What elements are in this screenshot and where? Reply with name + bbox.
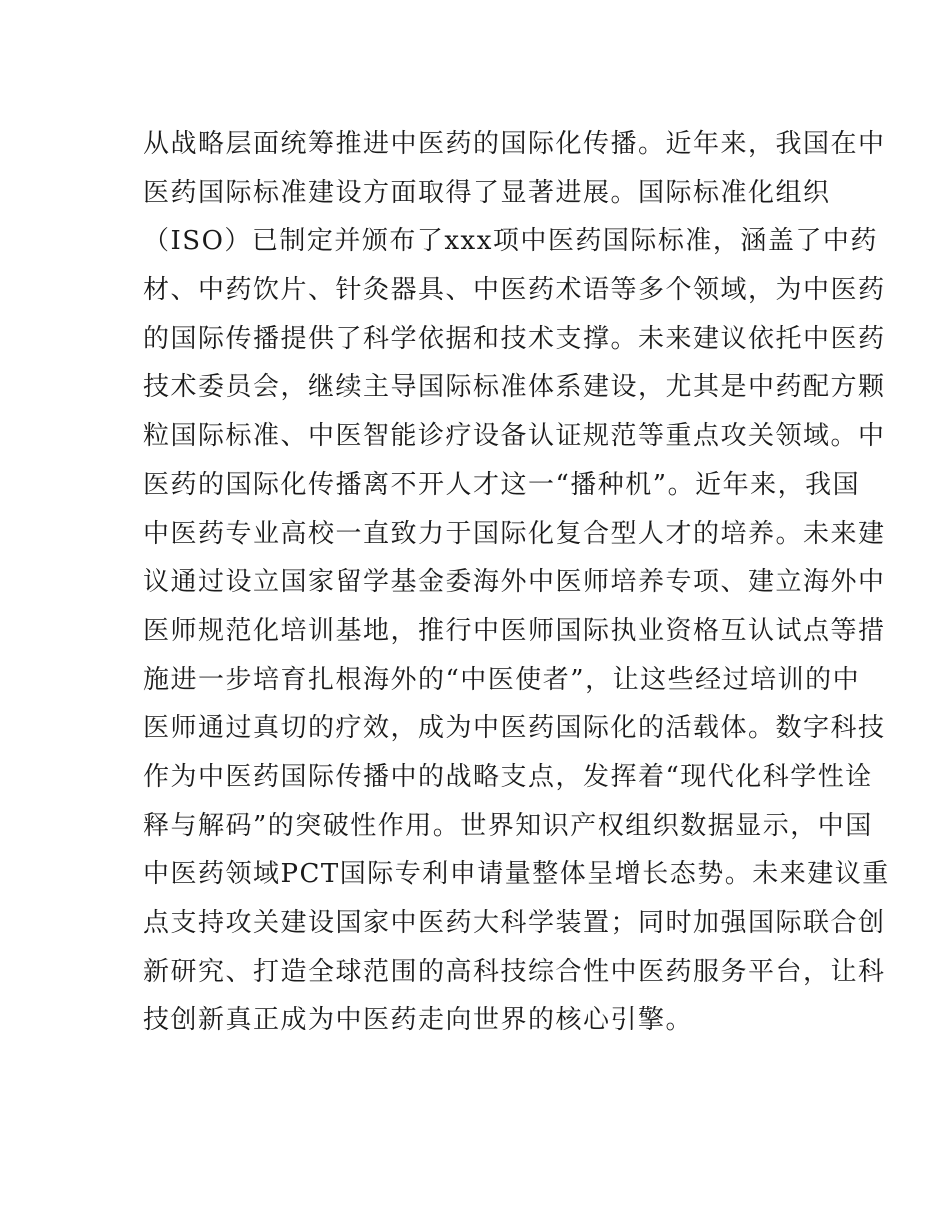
text-line: 议通过设立国家留学基金委海外中医师培养专项、建立海外中 (143, 567, 886, 598)
text-line: 医师规范化培训基地，推行中医师国际执业资格互认试点等措 (143, 615, 886, 646)
text-line: 的国际传播提供了科学依据和技术支撑。未来建议依托中医药 (143, 323, 886, 354)
text-line: 技创新真正成为中医药走向世界的核心引擎。 (143, 1005, 694, 1036)
text-line: 作为中医药国际传播中的战略支点，发挥着“现代化科学性诠 (143, 761, 873, 792)
body-paragraph (143, 120, 890, 1045)
text-line: 点支持攻关建设国家中医药大科学装置；同时加强国际联合创 (143, 908, 886, 938)
text-line: 释与解码”的突破性作用。世界知识产权组织数据显示，中国 (143, 810, 873, 841)
text-line: 新研究、打造全球范围的高科技综合性中医药服务平台，让科 (143, 956, 886, 987)
text-line: 材、中药饮片、针灸器具、中医药术语等多个领域，为中医药 (143, 275, 886, 306)
text-line: 医师通过真切的疗效，成为中医药国际化的活载体。数字科技 (143, 713, 886, 744)
text-line: 医药的国际化传播离不开人才这一“播种机”。近年来，我国 (143, 469, 861, 500)
text-line: 从战略层面统筹推进中医药的国际化传播。近年来，我国在中 (143, 129, 886, 159)
text-line: 医药国际标准建设方面取得了显著进展。国际标准化组织 (143, 177, 831, 208)
text-line: 中医药专业高校一直致力于国际化复合型人才的培养。未来建 (143, 518, 886, 549)
text-line: （ISO）已制定并颁布了xxx项中医药国际标准，涵盖了中药 (143, 226, 878, 257)
text-line: 技术委员会，继续主导国际标准体系建设，尤其是中药配方颗 (143, 372, 886, 403)
text-line: 粒国际标准、中医智能诊疗设备认证规范等重点攻关领域。中 (143, 421, 886, 452)
text-line: 施进一步培育扎根海外的“中医使者”，让这些经过培训的中 (143, 664, 861, 695)
text-line: 中医药领域PCT国际专利申请量整体呈增长态势。未来建议重 (143, 859, 890, 890)
